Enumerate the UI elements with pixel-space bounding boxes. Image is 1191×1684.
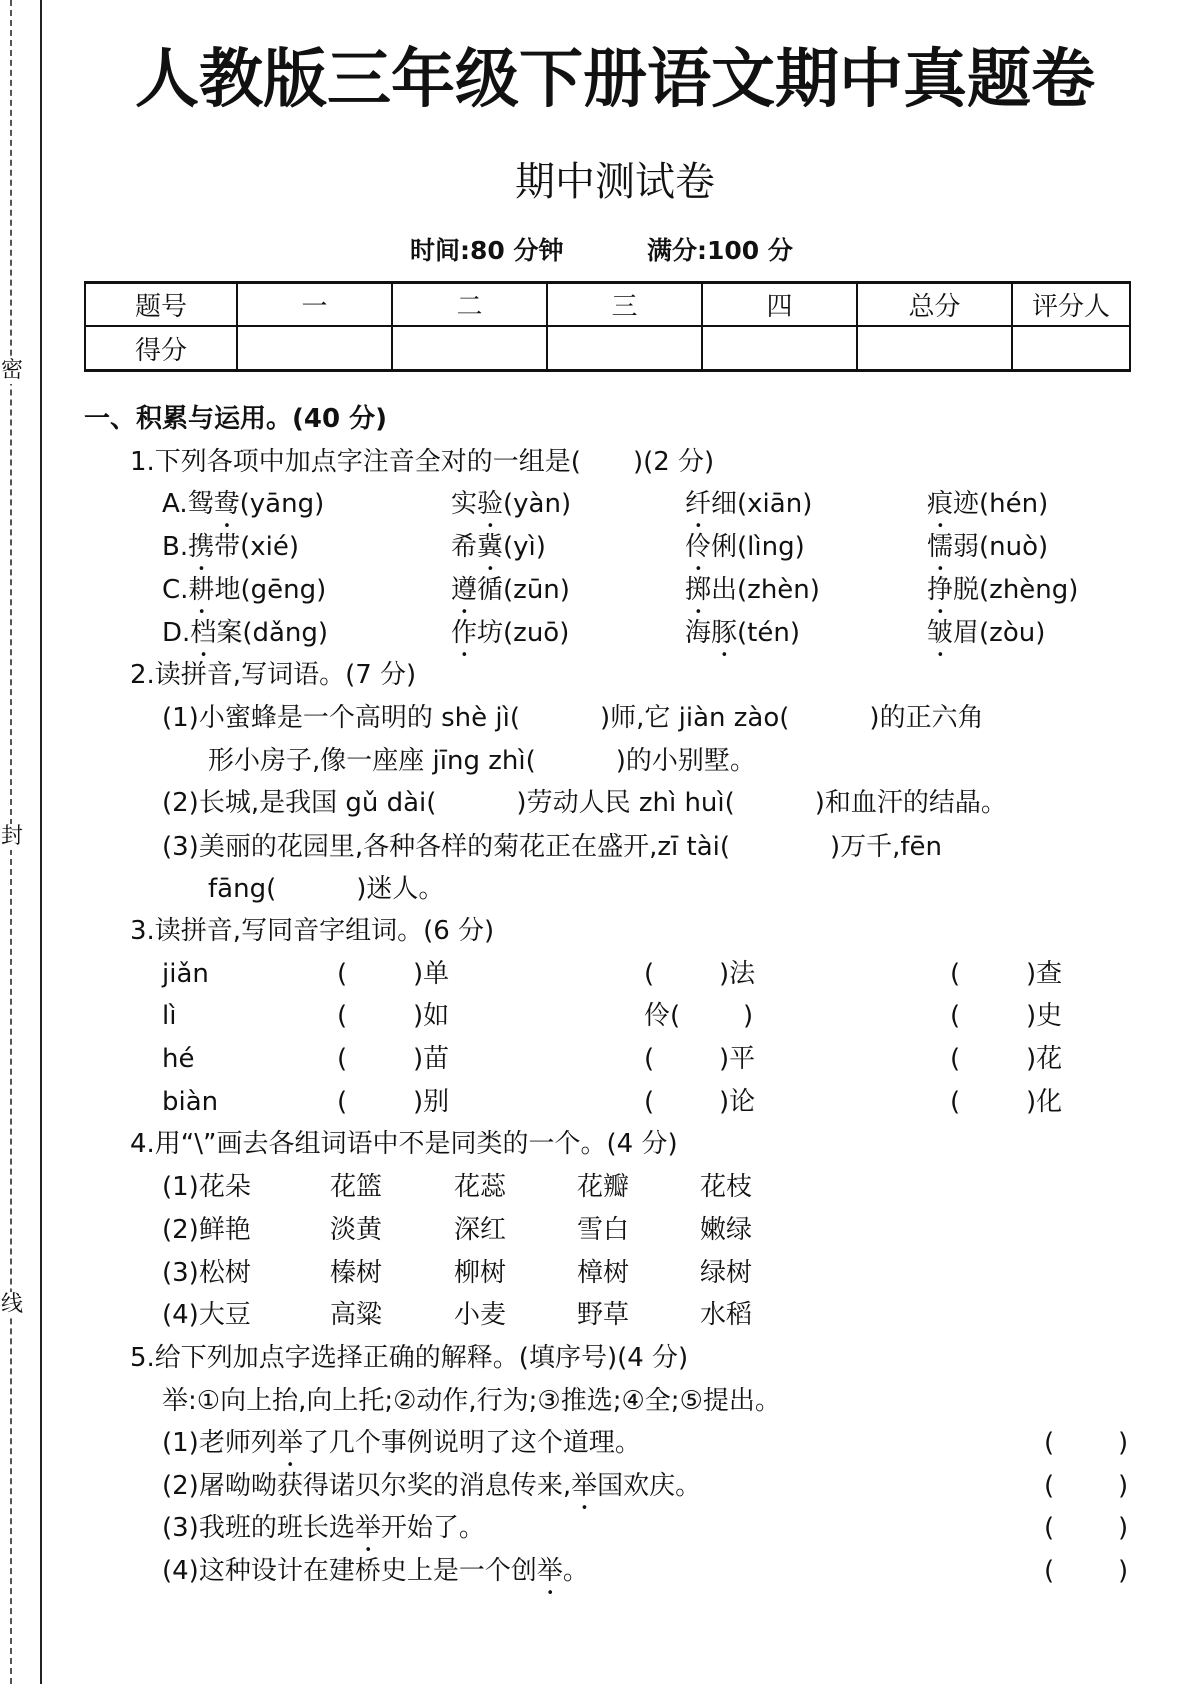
text: )万千,fēn xyxy=(830,832,943,862)
text: (3)我班的班长选 xyxy=(162,1513,355,1543)
dotted-char: 痕 xyxy=(927,489,954,519)
text: )和血汗的结晶。 xyxy=(814,788,1007,818)
q2-line xyxy=(208,746,756,776)
answer-blank[interactable]: ( xyxy=(670,1001,681,1031)
text: 化 xyxy=(1036,1087,1063,1117)
char: 眉 xyxy=(953,618,980,648)
answer-blank[interactable]: ( xyxy=(1044,1471,1055,1501)
answer-blank[interactable]: ( xyxy=(950,959,961,989)
score-table-header-row xyxy=(85,283,1130,327)
text: )迷人。 xyxy=(356,874,445,904)
seal-char-xian: 线 xyxy=(0,1292,23,1317)
score-cell[interactable] xyxy=(392,326,547,371)
header-cell: 四 xyxy=(702,283,857,327)
header-cell: 一 xyxy=(237,283,392,327)
pinyin: (zuō) xyxy=(503,618,570,648)
answer-blank[interactable]: ( xyxy=(337,1044,348,1074)
dotted-char: 档 xyxy=(190,618,217,648)
dotted-char: 纤 xyxy=(685,489,712,519)
q2-stem: 2.读拼音,写词语。(7 分) xyxy=(130,660,417,690)
text: ) xyxy=(743,1001,754,1031)
char: 案 xyxy=(216,618,243,648)
char: 带 xyxy=(214,532,241,562)
text: 了几个事例说明了这个道理。 xyxy=(302,1428,641,1458)
text: ) xyxy=(1118,1428,1129,1458)
seal-char-feng: 封 xyxy=(0,824,23,849)
dotted-char: 豚 xyxy=(711,618,738,648)
page-title: 人教版三年级下册语文期中真题卷 xyxy=(135,43,1095,117)
answer-blank[interactable]: ( xyxy=(950,1001,961,1031)
full-score: 满分:100 分 xyxy=(647,236,793,265)
char: 希 xyxy=(451,532,478,562)
q5-item xyxy=(162,1513,485,1558)
text: 查 xyxy=(1036,959,1063,989)
text: (4)这种设计在建桥史上是一个创 xyxy=(162,1556,537,1586)
word[interactable]: 柳树 xyxy=(454,1258,507,1288)
text: )的正六角 xyxy=(869,703,984,733)
pinyin: (yàn) xyxy=(503,489,572,519)
option-label: B. xyxy=(162,532,189,562)
q5-item xyxy=(162,1428,641,1473)
pinyin: (xiān) xyxy=(737,489,813,519)
text: ) xyxy=(1026,959,1037,989)
pinyin: (lìng) xyxy=(737,532,805,562)
text: 如 xyxy=(423,1001,450,1031)
dotted-char: 冀 xyxy=(477,532,504,562)
text: 苗 xyxy=(423,1044,450,1074)
answer-blank[interactable]: ( xyxy=(950,1087,961,1117)
page-subtitle: 期中测试卷 xyxy=(515,159,715,205)
dotted-char: 举 xyxy=(354,1513,381,1543)
text: ) xyxy=(1118,1556,1129,1586)
text: ) xyxy=(719,1044,730,1074)
answer-blank[interactable]: ( xyxy=(644,1044,655,1074)
header-cell: 二 xyxy=(392,283,547,327)
pinyin: (gēng) xyxy=(240,575,327,605)
word[interactable]: 野草 xyxy=(577,1300,630,1330)
text: 。 xyxy=(562,1556,589,1586)
q3-stem: 3.读拼音,写同音字组词。(6 分) xyxy=(130,916,495,946)
header-cell: 三 xyxy=(547,283,702,327)
dotted-char: 耕 xyxy=(188,575,215,605)
word[interactable]: 雪白 xyxy=(577,1215,630,1245)
word[interactable]: (3)松树 xyxy=(162,1258,251,1288)
pinyin: lì xyxy=(162,1001,177,1031)
text: (1)小蜜蜂是一个高明的 shè jì( xyxy=(162,703,520,733)
dotted-char: 挣 xyxy=(927,575,954,605)
dotted-char: 举 xyxy=(571,1471,598,1501)
text: ) xyxy=(413,959,424,989)
exam-time: 时间:80 分钟 xyxy=(410,236,564,265)
answer-blank[interactable]: ( xyxy=(1044,1513,1055,1543)
dotted-char: 鸯 xyxy=(213,489,240,519)
score-table xyxy=(84,281,1131,372)
q1-stem: 1.下列各项中加点字注音全对的一组是( )(2 分) xyxy=(130,447,715,477)
char: 弱 xyxy=(953,532,980,562)
q2-line xyxy=(208,874,444,904)
word[interactable]: (2)鲜艳 xyxy=(162,1215,251,1245)
word[interactable]: 小麦 xyxy=(454,1300,507,1330)
text: ) xyxy=(719,1087,730,1117)
dotted-char: 验 xyxy=(477,489,504,519)
header-cell: 总分 xyxy=(857,283,1012,327)
text: ) xyxy=(1026,1087,1037,1117)
score-cell[interactable] xyxy=(1012,326,1130,371)
dotted-char: 掷 xyxy=(685,575,712,605)
word[interactable]: 水稻 xyxy=(700,1300,753,1330)
option-label: A. xyxy=(162,489,188,519)
seal-char-mi: 密 xyxy=(0,358,23,383)
pinyin: (zòu) xyxy=(979,618,1046,648)
char: 俐 xyxy=(711,532,738,562)
text: (1)老师列 xyxy=(162,1428,277,1458)
pinyin: (tén) xyxy=(737,618,800,648)
header-cell: 题号 xyxy=(85,283,237,327)
score-cell[interactable] xyxy=(547,326,702,371)
answer-blank[interactable]: ( xyxy=(337,959,348,989)
text: ) xyxy=(1026,1044,1037,1074)
answer-blank[interactable]: ( xyxy=(644,1087,655,1117)
option-label: D. xyxy=(162,618,191,648)
word[interactable]: 嫩绿 xyxy=(700,1215,753,1245)
text: 平 xyxy=(729,1044,756,1074)
text: 史 xyxy=(1036,1001,1063,1031)
pinyin: (zūn) xyxy=(503,575,570,605)
text: ) xyxy=(413,1087,424,1117)
q5-stem: 5.给下列加点字选择正确的解释。(填序号)(4 分) xyxy=(130,1343,689,1373)
text: ) xyxy=(1026,1001,1037,1031)
q2-line xyxy=(162,832,942,862)
pinyin: (hén) xyxy=(979,489,1049,519)
text: )的小别墅。 xyxy=(615,746,756,776)
q4-stem: 4.用“\”画去各组词语中不是同类的一个。(4 分) xyxy=(130,1129,678,1159)
score-cell[interactable] xyxy=(857,326,1012,371)
pinyin: (yì) xyxy=(503,532,546,562)
answer-blank[interactable]: ( xyxy=(950,1044,961,1074)
text: (3)美丽的花园里,各种各样的菊花正在盛开,zī tài( xyxy=(162,832,730,862)
q5-definitions: 举:①向上抬,向上托;②动作,行为;③推选;④全;⑤提出。 xyxy=(162,1386,781,1416)
word[interactable]: 高粱 xyxy=(330,1300,383,1330)
dotted-char: 伶 xyxy=(685,532,712,562)
pinyin: (zhèng) xyxy=(979,575,1079,605)
answer-blank[interactable]: ( xyxy=(1044,1428,1055,1458)
char: 坊 xyxy=(477,618,504,648)
answer-blank[interactable]: ( xyxy=(337,1001,348,1031)
word[interactable]: 榛树 xyxy=(330,1258,383,1288)
pinyin: hé xyxy=(162,1044,195,1074)
text: )劳动人民 zhì huì( xyxy=(516,788,735,818)
text: 法 xyxy=(729,959,756,989)
text: 开始了。 xyxy=(380,1513,485,1543)
char: 实 xyxy=(451,489,478,519)
q5-item xyxy=(162,1556,589,1601)
score-table-score-row xyxy=(85,326,1130,371)
word[interactable]: 樟树 xyxy=(577,1258,630,1288)
word[interactable]: 深红 xyxy=(454,1215,507,1245)
dotted-char: 皱 xyxy=(927,618,954,648)
q5-item xyxy=(162,1471,701,1516)
text: ) xyxy=(719,959,730,989)
text: ) xyxy=(413,1001,424,1031)
text: fāng( xyxy=(208,874,277,904)
char: 出 xyxy=(711,575,738,605)
text: 别 xyxy=(423,1087,450,1117)
word[interactable]: 花枝 xyxy=(700,1172,753,1202)
text: 论 xyxy=(729,1087,756,1117)
text: 单 xyxy=(423,959,450,989)
q2-line xyxy=(162,703,984,733)
char: 细 xyxy=(711,489,738,519)
pinyin: (nuò) xyxy=(979,532,1049,562)
char: 脱 xyxy=(953,575,980,605)
pinyin: (yāng) xyxy=(239,489,325,519)
score-cell[interactable] xyxy=(237,326,392,371)
text: 伶 xyxy=(644,1001,671,1031)
pinyin: jiǎn xyxy=(162,959,209,989)
section-heading: 一、积累与运用。(40 分) xyxy=(84,404,387,434)
dotted-char: 举 xyxy=(536,1556,563,1586)
pinyin: biàn xyxy=(162,1087,219,1117)
answer-blank[interactable]: ( xyxy=(644,959,655,989)
option-label: C. xyxy=(162,575,189,605)
q2-line xyxy=(162,788,1007,818)
dotted-char: 遵 xyxy=(451,575,478,605)
row-label: 得分 xyxy=(85,326,237,371)
header-cell: 评分人 xyxy=(1012,283,1130,327)
word[interactable]: 花蕊 xyxy=(454,1172,507,1202)
char: 循 xyxy=(477,575,504,605)
answer-blank[interactable]: ( xyxy=(1044,1556,1055,1586)
text: 国欢庆。 xyxy=(597,1471,702,1501)
pinyin: (zhèn) xyxy=(737,575,820,605)
text: ) xyxy=(1118,1471,1129,1501)
word[interactable]: (4)大豆 xyxy=(162,1300,251,1330)
word[interactable]: 花篮 xyxy=(330,1172,383,1202)
word[interactable]: (1)花朵 xyxy=(162,1172,251,1202)
answer-blank[interactable]: ( xyxy=(337,1087,348,1117)
text: ) xyxy=(1118,1513,1129,1543)
word[interactable]: 花瓣 xyxy=(577,1172,630,1202)
text: )师,它 jiàn zào( xyxy=(599,703,790,733)
dotted-char: 作 xyxy=(451,618,478,648)
text: ) xyxy=(413,1044,424,1074)
text: (2)长城,是我国 gǔ dài( xyxy=(162,788,437,818)
text: (2)屠呦呦获得诺贝尔奖的消息传来, xyxy=(162,1471,572,1501)
char: 迹 xyxy=(953,489,980,519)
dotted-char: 懦 xyxy=(927,532,954,562)
word[interactable]: 绿树 xyxy=(700,1258,753,1288)
text: 形小房子,像一座座 jīng zhì( xyxy=(208,746,536,776)
dotted-char: 举 xyxy=(276,1428,303,1458)
pinyin: (xié) xyxy=(240,532,300,562)
pinyin: (dǎng) xyxy=(242,618,329,648)
char: 海 xyxy=(685,618,712,648)
char: 地 xyxy=(214,575,241,605)
word[interactable]: 淡黄 xyxy=(330,1215,383,1245)
score-cell[interactable] xyxy=(702,326,857,371)
margin-line xyxy=(40,0,42,1684)
dotted-char: 携 xyxy=(188,532,215,562)
text: 花 xyxy=(1036,1044,1063,1074)
char: 鸳 xyxy=(187,489,214,519)
